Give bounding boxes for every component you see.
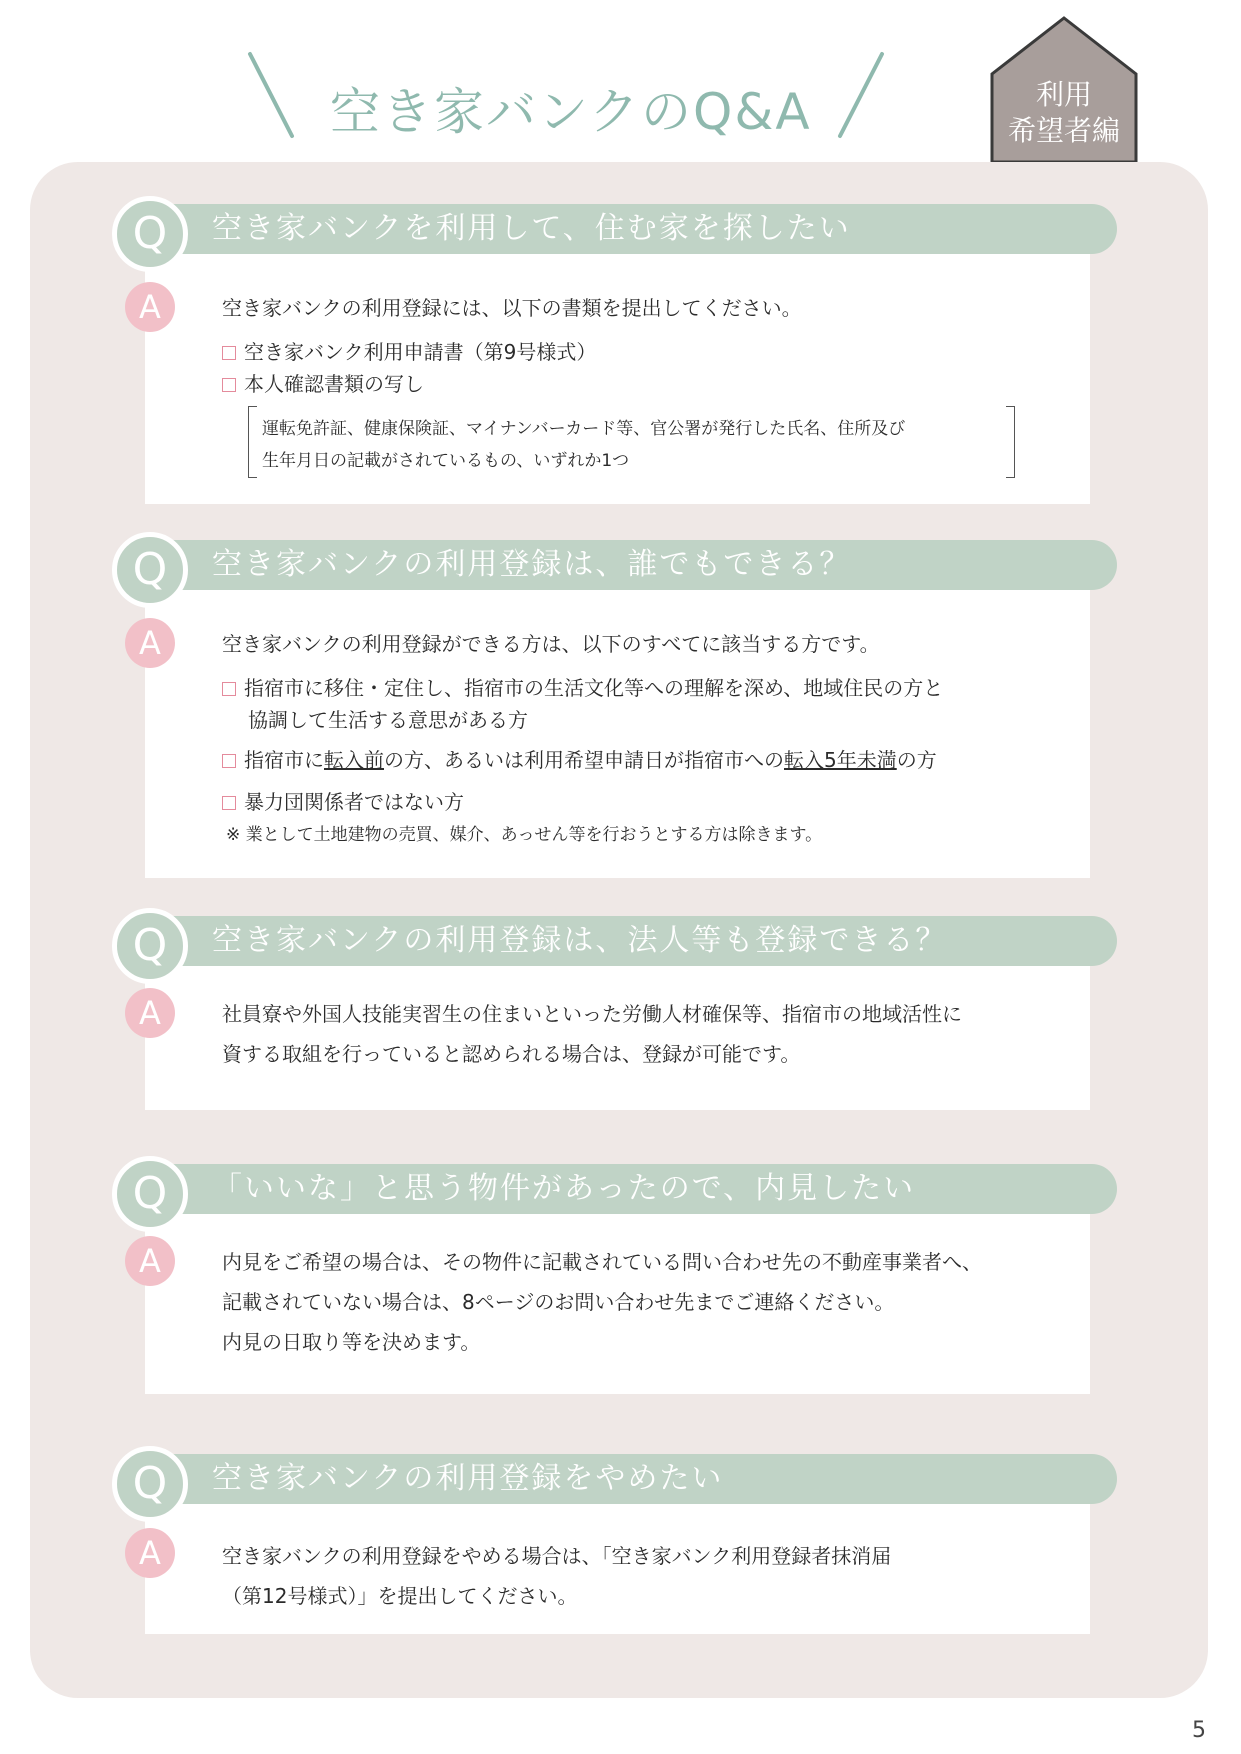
a-badge: A — [125, 282, 175, 332]
answer-line: 空き家バンクの利用登録をやめる場合は、「空き家バンク利用登録者抹消届 — [222, 1544, 892, 1568]
q-badge: Q — [112, 1156, 188, 1232]
checklist-item: 暴力団関係者ではない方 — [222, 786, 464, 815]
note-bracket-right — [1006, 406, 1015, 478]
answer-intro: 空き家バンクの利用登録には、以下の書類を提出してください。 — [222, 296, 802, 320]
checkbox-icon — [222, 346, 236, 360]
q-badge: Q — [112, 908, 188, 984]
q-badge: Q — [112, 532, 188, 608]
answer-line: 資する取組を行っていると認められる場合は、登録が可能です。 — [222, 1042, 801, 1066]
checklist-item: 指宿市に移住・定住し、指宿市の生活文化等への理解を深め、地域住民の方と — [222, 672, 943, 701]
question-text: 空き家バンクの利用登録は、法人等も登録できる？ — [212, 923, 948, 958]
checkbox-icon — [222, 682, 236, 696]
checkbox-icon — [222, 796, 236, 810]
a-badge: A — [125, 1528, 175, 1578]
question-text: 空き家バンクの利用登録をやめたい — [212, 1461, 724, 1496]
page-number: 5 — [1192, 1718, 1206, 1743]
answer-note: ※ 業として土地建物の売買、媒介、あっせん等を行おうとする方は除きます。 — [226, 825, 823, 845]
checklist-item: 指宿市に転入前の方、あるいは利用希望申請日が指宿市への転入5年未満の方 — [222, 744, 937, 773]
a-badge: A — [125, 618, 175, 668]
answer-box — [145, 1504, 1090, 1634]
q-badge: Q — [112, 1446, 188, 1522]
answer-line: 社員寮や外国人技能実習生の住まいといった労働人材確保等、指宿市の地域活性に — [222, 1002, 962, 1026]
question-text: 空き家バンクを利用して、住む家を探したい — [212, 211, 851, 246]
audience-badge — [988, 14, 1140, 162]
a-badge: A — [125, 1236, 175, 1286]
note-line: 運転免許証、健康保険証、マイナンバーカード等、官公署が発行した氏名、住所及び — [262, 419, 906, 439]
checkbox-icon — [222, 754, 236, 768]
q-badge: Q — [112, 196, 188, 272]
checklist-item: 空き家バンク利用申請書（第9号様式） — [222, 336, 596, 365]
page-title: 空き家バンクのQ&A — [330, 83, 812, 141]
note-bracket-left — [248, 406, 257, 478]
badge-line-2: 希望者編 — [1007, 114, 1120, 147]
title-slash-right — [836, 50, 886, 140]
badge-line-1: 利用 — [1035, 78, 1092, 111]
answer-line: 内見の日取り等を決めます。 — [222, 1330, 481, 1354]
checklist-item: 本人確認書類の写し — [222, 368, 424, 397]
checklist-item-continued: 協調して生活する意思がある方 — [248, 708, 528, 732]
note-line: 生年月日の記載がされているもの、いずれか1つ — [262, 451, 630, 471]
answer-line: （第12号様式）」を提出してください。 — [222, 1584, 578, 1608]
checkbox-icon — [222, 378, 236, 392]
question-text: 「いいな」と思う物件があったので、内見したい — [212, 1171, 916, 1206]
answer-line: 記載されていない場合は、8ページのお問い合わせ先までご連絡ください。 — [222, 1290, 895, 1314]
title-slash-left — [246, 50, 296, 140]
question-text: 空き家バンクの利用登録は、誰でもできる？ — [212, 547, 852, 582]
answer-intro: 空き家バンクの利用登録ができる方は、以下のすべてに該当する方です。 — [222, 632, 880, 656]
a-badge: A — [125, 988, 175, 1038]
answer-line: 内見をご希望の場合は、その物件に記載されている問い合わせ先の不動産事業者へ、 — [222, 1250, 982, 1274]
